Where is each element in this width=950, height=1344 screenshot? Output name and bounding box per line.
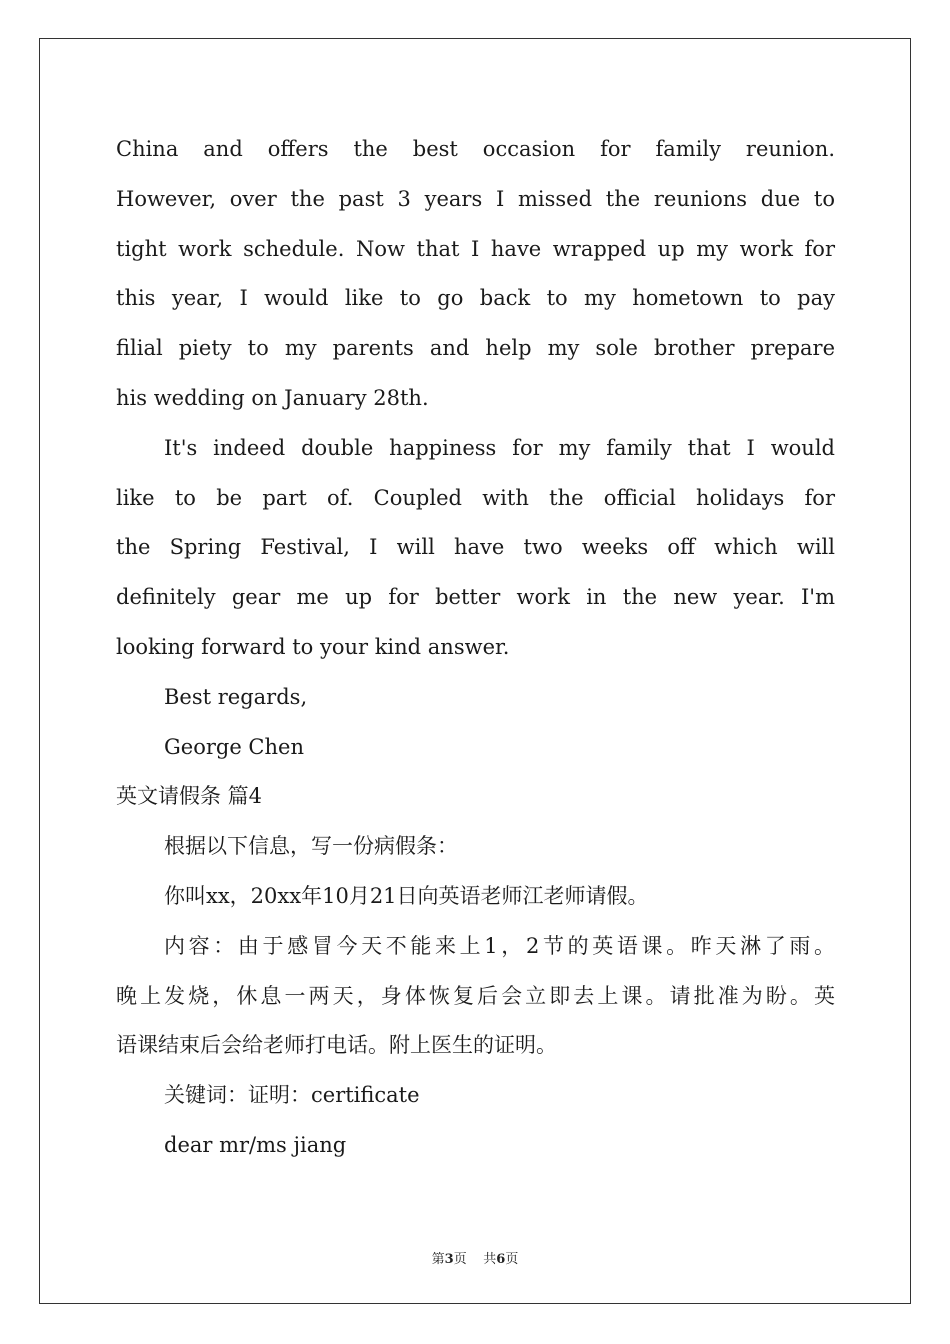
page-suffix: 页 [453, 1252, 467, 1267]
paragraph-line: like to be part of. Coupled with the official holidays for [116, 485, 835, 510]
total-suffix: 页 [505, 1252, 519, 1267]
paragraph-line: filial piety to my parents and help my sole brother prepare [116, 336, 835, 361]
paragraph-line: his wedding on January 28th. [116, 385, 429, 410]
paragraph-line: 内容：由于感冒今天不能来上1，2节的英语课。昨天淋了雨。 [164, 933, 835, 958]
page-prefix: 第 [431, 1252, 445, 1267]
paragraph-line: China and offers the best occasion for family reunion. [116, 137, 835, 161]
total-prefix: 共 [483, 1252, 497, 1267]
paragraph-line: the Spring Festival, I will have two weeks off which will [116, 535, 835, 560]
paragraph-line: tight work schedule. Now that I have wrapped up my work for [116, 236, 835, 261]
paragraph-line: 根据以下信息，写一份病假条： [164, 834, 458, 859]
paragraph-line: However, over the past 3 years I missed the reunions due to [116, 186, 835, 211]
paragraph-line: 你叫xx，20xx年10月21日向英语老师江老师请假。 [164, 883, 649, 908]
paragraph-line: 语课结束后会给老师打电话。附上医生的证明。 [116, 1033, 557, 1058]
page-total: 6 [496, 1252, 506, 1267]
page-current: 3 [444, 1252, 454, 1267]
paragraph-line: It's indeed double happiness for my family that I would [164, 435, 835, 460]
paragraph-line: looking forward to your kind answer. [116, 634, 510, 659]
document-body [116, 125, 835, 1171]
page-footer [0, 1248, 950, 1267]
paragraph-line: this year, I would like to go back to my hometown to pay [116, 286, 835, 311]
salutation-line: dear mr/ms jiang [164, 1132, 347, 1157]
section-heading: 英文请假条 篇4 [116, 784, 263, 809]
signature-name: George Chen [164, 734, 304, 759]
paragraph-line: definitely gear me up for better work in the new year. I'm [116, 585, 835, 610]
paragraph-line: 晚上发烧，休息一两天，身体恢复后会立即去上课。请批准为盼。英 [116, 983, 835, 1008]
keyword-line: 关键词：证明：certificate [164, 1083, 420, 1108]
closing-line: Best regards, [164, 684, 308, 709]
